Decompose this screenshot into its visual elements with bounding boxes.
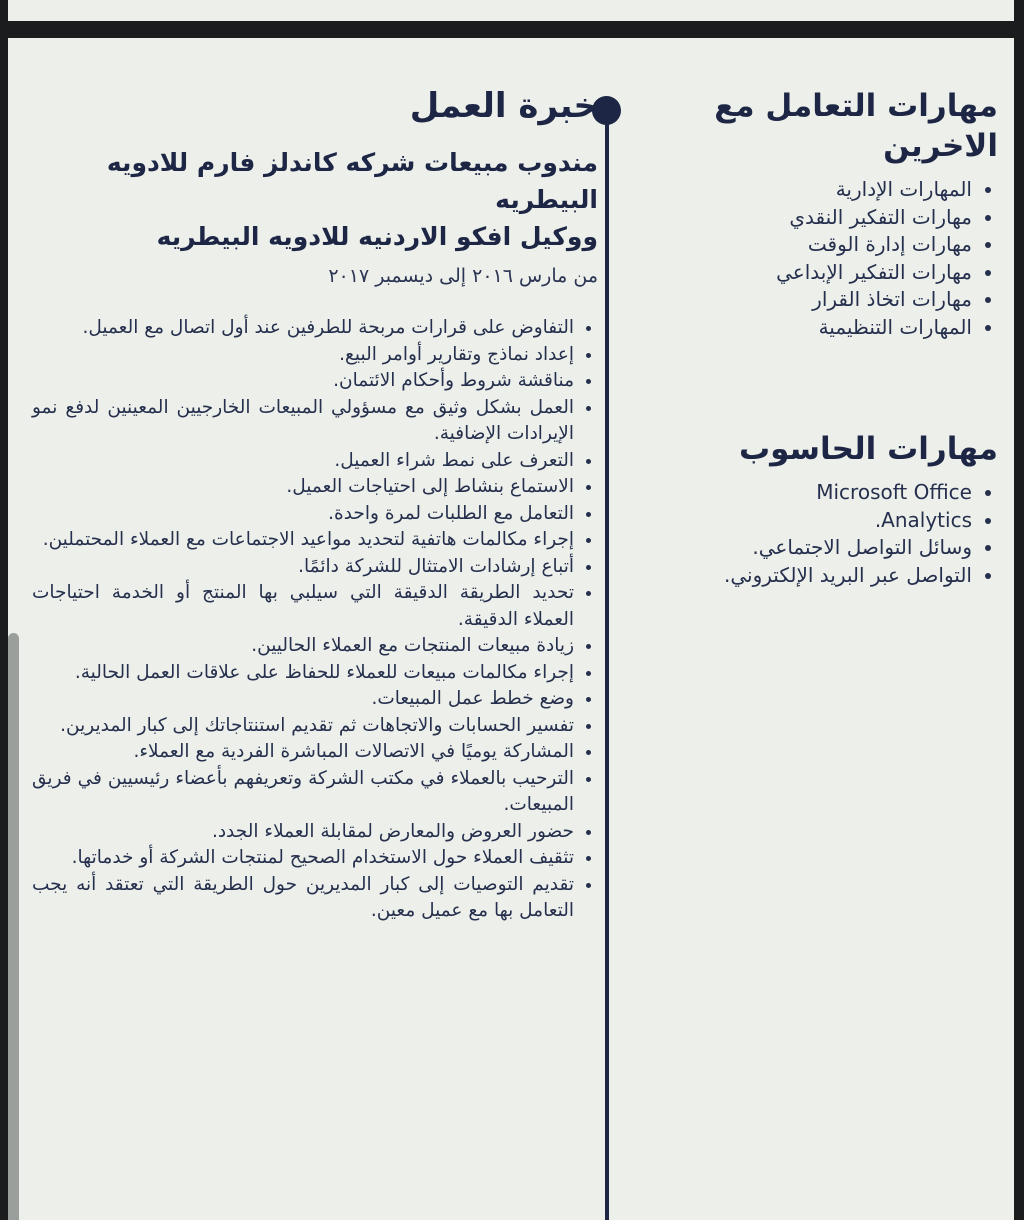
job-title bbox=[32, 144, 598, 255]
list-item: • تقديم التوصيات إلى كبار المديرين حول الطريقة التي تعتقد أنه يجب التعامل بها مع عميل معين. bbox=[32, 872, 574, 925]
list-item: • مهارات التفكير النقدي bbox=[626, 204, 972, 232]
timeline-line bbox=[605, 124, 609, 1220]
job-title-line: مندوب مبيعات شركه كاندلز فارم للادويه البيطريه bbox=[106, 148, 598, 214]
scrollbar-thumb[interactable] bbox=[8, 633, 19, 1220]
list-item: • زيادة مبيعات المنتجات مع العملاء الحاليين. bbox=[32, 633, 574, 660]
list-item: • المهارات التنظيمية bbox=[626, 314, 972, 342]
list-item: • تثقيف العملاء حول الاستخدام الصحيح لمنتجات الشركة أو خدماتها. bbox=[32, 845, 574, 872]
list-item: • تحديد الطريقة الدقيقة التي سيلبي بها المنتج أو الخدمة احتياجات العملاء الدقيقة. bbox=[32, 580, 574, 633]
list-item: • مهارات إدارة الوقت bbox=[626, 231, 972, 259]
list-item: • إعداد نماذج وتقارير أوامر البيع. bbox=[32, 342, 574, 369]
interpersonal-skills-heading: مهارات التعامل مع الاخرين bbox=[714, 88, 998, 164]
list-item: • تفسير الحسابات والاتجاهات ثم تقديم استنتاجاتك إلى كبار المديرين. bbox=[32, 713, 574, 740]
list-item: • التعامل مع الطلبات لمرة واحدة. bbox=[32, 501, 574, 528]
list-item: • مهارات التفكير الإبداعي bbox=[626, 259, 972, 287]
list-item: • المشاركة يوميًا في الاتصالات المباشرة الفردية مع العملاء. bbox=[32, 739, 574, 766]
resume-page bbox=[8, 38, 1014, 1220]
list-item: • المهارات الإدارية bbox=[626, 176, 972, 204]
interpersonal-skills-list bbox=[626, 176, 998, 341]
computer-skills-heading: مهارات الحاسوب bbox=[738, 431, 998, 467]
list-item: • الاستماع بنشاط إلى احتياجات العميل. bbox=[32, 474, 574, 501]
list-item: • وسائل التواصل الاجتماعي. bbox=[626, 534, 972, 562]
list-item: • العمل بشكل وثيق مع مسؤولي المبيعات الخارجيين المعينين لدفع نمو الإيرادات الإضافية. bbox=[32, 395, 574, 448]
skills-sidebar bbox=[626, 86, 998, 589]
employment-date-range: من مارس ٢٠١٦ إلى ديسمبر ٢٠١٧ bbox=[328, 265, 598, 287]
computer-skills-section bbox=[626, 429, 998, 589]
interpersonal-skills-section bbox=[626, 86, 998, 341]
previous-page-bottom-edge bbox=[8, 0, 1014, 21]
list-item: • التفاوض على قرارات مربحة للطرفين عند أول اتصال مع العميل. bbox=[32, 315, 574, 342]
list-item: • التعرف على نمط شراء العميل. bbox=[32, 448, 574, 475]
list-item: • مناقشة شروط وأحكام الائتمان. bbox=[32, 368, 574, 395]
list-item: • أتباع إرشادات الامتثال للشركة دائمًا. bbox=[32, 554, 574, 581]
list-item: • إجراء مكالمات مبيعات للعملاء للحفاظ على علاقات العمل الحالية. bbox=[32, 660, 574, 687]
list-item: • Analytics. bbox=[626, 507, 972, 535]
job-duties-list bbox=[32, 315, 598, 925]
list-item: • حضور العروض والمعارض لمقابلة العملاء الجدد. bbox=[32, 819, 574, 846]
work-experience-heading: خبرة العمل bbox=[409, 86, 598, 126]
list-item: • وضع خطط عمل المبيعات. bbox=[32, 686, 574, 713]
list-item: • الترحيب بالعملاء في مكتب الشركة وتعريفهم بأعضاء رئيسيين في فريق المبيعات. bbox=[32, 766, 574, 819]
list-item: • التواصل عبر البريد الإلكتروني. bbox=[626, 562, 972, 590]
work-experience-section bbox=[32, 84, 598, 925]
job-title-line: ووكيل افكو الاردنيه للادويه البيطريه bbox=[156, 222, 598, 251]
list-item: • Microsoft Office bbox=[626, 479, 972, 507]
list-item: • مهارات اتخاذ القرار bbox=[626, 286, 972, 314]
list-item: • إجراء مكالمات هاتفية لتحديد مواعيد الاجتماعات مع العملاء المحتملين. bbox=[32, 527, 574, 554]
computer-skills-list bbox=[626, 479, 998, 589]
